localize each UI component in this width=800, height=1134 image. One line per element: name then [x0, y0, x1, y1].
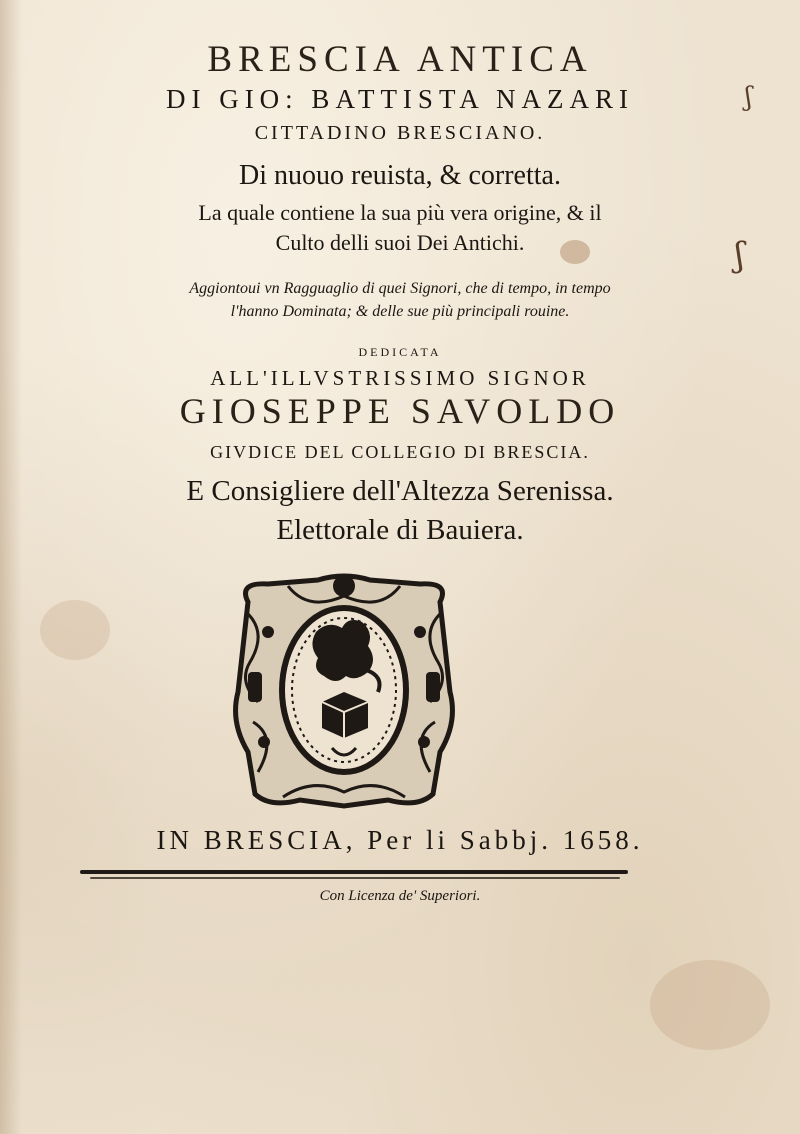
description-line-2: Culto delli suoi Dei Antichi.: [275, 230, 525, 255]
license-line: Con Licenza de' Superiori.: [319, 888, 481, 904]
description-line-1: La quale contiene la sua più vera origine, & il: [198, 200, 602, 225]
author-line: DI GIO: BATTISTA NAZARI: [165, 84, 635, 114]
dedication-to: ALL'ILLVSTRISSIMO SIGNOR: [210, 366, 590, 390]
author-status: CITTADINO BRESCIANO.: [254, 122, 546, 144]
printer-device-icon: [228, 572, 460, 812]
margin-mark-icon: ʃ: [745, 82, 753, 112]
dedicatee-name: GIOSEPPE SAVOLDO: [179, 391, 621, 431]
dedicatee-title-2: Elettorale di Bauiera.: [276, 514, 524, 546]
book-title: BRESCIA ANTICA: [207, 39, 593, 80]
addition-line-2: l'hanno Dominata; & delle sue più principali rouine.: [230, 303, 570, 320]
dedicatee-office: GIVDICE DEL COLLEGIO DI BRESCIA.: [210, 442, 590, 462]
imprint-rule: [90, 877, 620, 879]
dedication-label: DEDICATA: [358, 345, 442, 359]
imprint-rule: [80, 870, 628, 874]
addition-line-1: Aggiontoui vn Ragguaglio di quei Signori, che di tempo, in tempo: [189, 280, 611, 297]
edition-line: Di nuouo reuista, & corretta.: [239, 160, 561, 191]
paper-stain: [40, 600, 110, 660]
margin-mark-icon: ʃ: [735, 235, 745, 275]
paper-stain: [650, 960, 770, 1050]
dedicatee-title-1: E Consigliere dell'Altezza Serenissa.: [186, 475, 614, 507]
imprint-line: IN BRESCIA, Per li Sabbj. 1658.: [156, 825, 644, 855]
